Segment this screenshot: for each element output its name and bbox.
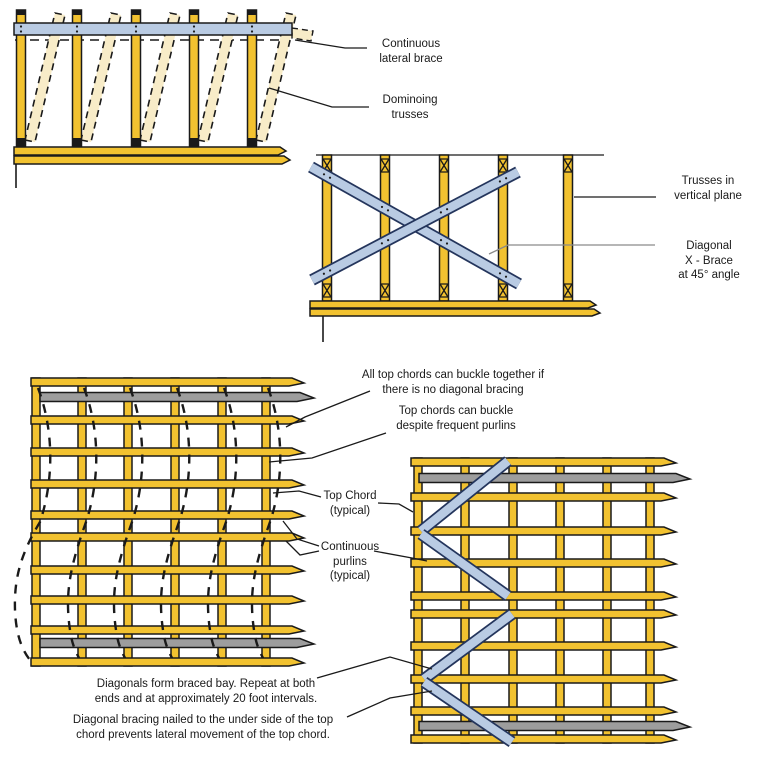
buckled-grid-diagram [15,378,314,666]
x-brace-diagram [310,155,604,342]
label-top-chord-typical: Top Chord (typical) [323,490,377,517]
label-continuous-purlins-typical: Continuous purlins (typical) [320,541,380,582]
label-top-chords-buckle-despite-purlins: Top chords can buckle despite frequent purlins [396,405,516,432]
label-trusses-in-vertical-plane: Trusses in vertical plane [674,175,742,202]
dominoing-trusses-diagram [14,10,313,188]
label-diagonal-bracing-nailed: Diagonal bracing nailed to the under side of the top chord prevents lateral movement of the top chord. [72,714,334,741]
label-all-top-chords-buckle: All top chords can buckle together if there is no diagonal bracing [361,369,545,396]
braced-grid-diagram [411,458,690,743]
label-diagonals-form-braced-bay: Diagonals form braced bay. Repeat at both ends and at approximately 20 foot intervals. [94,678,318,705]
label-continuous-lateral-brace: Continuous lateral brace [379,38,443,65]
label-dominoing-trusses: Dominoing trusses [382,94,438,121]
label-diagonal-x-brace: Diagonal X - Brace at 45° angle [678,240,740,281]
